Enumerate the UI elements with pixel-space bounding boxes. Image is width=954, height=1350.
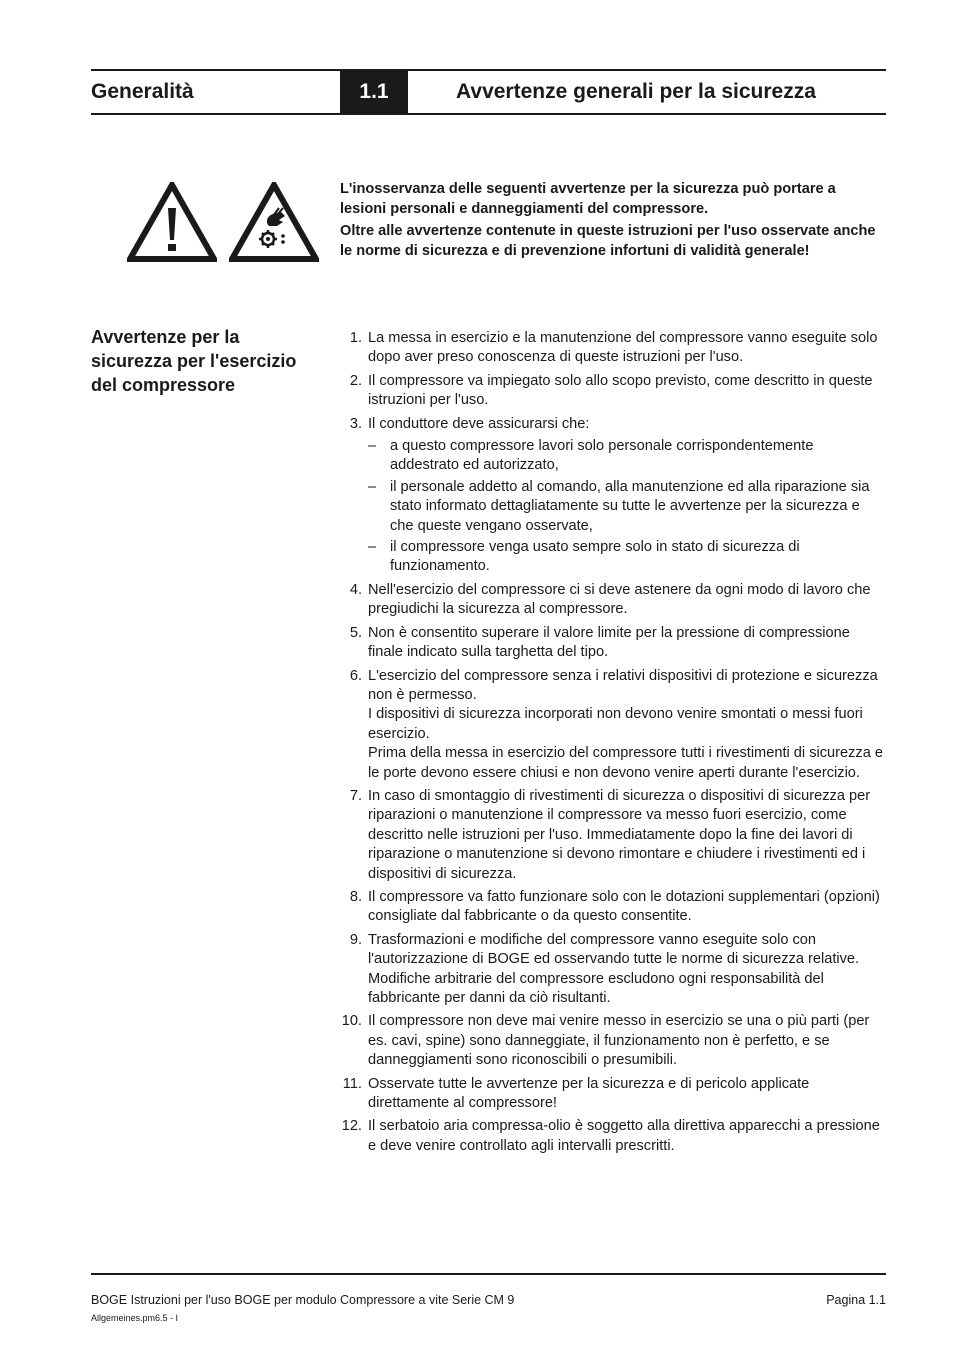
list-item bbox=[340, 415, 886, 577]
sub-list-item bbox=[368, 478, 886, 536]
item-number: 9. bbox=[349, 931, 362, 948]
footer-file-name: Allgemeines.pm6.5 - I bbox=[91, 1313, 179, 1323]
item-text: Il compressore non deve mai venire messo in esercizio se una o più parti (per es. cavi, spine) sono danneggiate, il funzionamento non è perfetto, e se danneggiamenti sono riconoscibili o presumibili. bbox=[368, 1013, 870, 1069]
item-text-line-3: Prima della messa in esercizio del compressore tutti i rivestimenti di sicurezza e le porte devono essere chiusi e non devono venire aperti durante l'esercizio. bbox=[368, 745, 884, 781]
dash-marker: – bbox=[368, 539, 377, 556]
item-number: 5. bbox=[349, 624, 362, 641]
warning-triangle-icon bbox=[127, 182, 217, 262]
item-number: 7. bbox=[349, 787, 362, 804]
item-text: Osservate tutte le avvertenze per la sicurezza e di pericolo applicate direttamente al compressore! bbox=[368, 1075, 810, 1112]
side-heading: Avvertenze per la sicurezza per l'esercizio del compressore bbox=[91, 327, 297, 395]
list-item bbox=[340, 1117, 886, 1156]
item-text: Nell'esercizio del compressore ci si deve astenere da ogni modo di lavoro che pregiudichi la sicurezza al compressore. bbox=[368, 581, 871, 618]
list-item bbox=[340, 372, 886, 411]
item-number: 11. bbox=[342, 1075, 362, 1092]
item-text: Il conduttore deve assicurarsi che: bbox=[368, 415, 590, 432]
list-item bbox=[340, 888, 886, 927]
item-number: 10. bbox=[341, 1013, 362, 1030]
footer-divider bbox=[91, 1273, 886, 1275]
dash-marker: – bbox=[368, 478, 377, 495]
item-text: Il compressore va impiegato solo allo scopo previsto, come descritto in queste istruzioni per l'uso. bbox=[368, 372, 873, 409]
safety-icons bbox=[127, 182, 319, 262]
item-text: In caso di smontaggio di rivestimenti di sicurezza o dispositivi di sicurezza per riparazioni o manutenzione il compressore va messo fuori esercizio, come descritto nelle istruzioni per l'uso. Immediatamente dopo la fine dei lavori di riparazione o manutenzione si devono rimontare e chiudere i rivestimenti ed i dispositivi di sicurezza. bbox=[368, 787, 871, 882]
list-item bbox=[340, 624, 886, 663]
sub-list bbox=[368, 437, 886, 577]
item-text: Trasformazioni e modifiche del compressore vanno eseguite solo con l'autorizzazione di BOGE ed osservando tutte le norme di sicurezza relative. bbox=[368, 931, 860, 968]
list-item bbox=[340, 667, 886, 783]
item-number: 4. bbox=[349, 581, 362, 598]
sub-list-item bbox=[368, 437, 886, 476]
sub-list-item bbox=[368, 538, 886, 577]
item-number: 2. bbox=[349, 372, 362, 389]
item-number: 1. bbox=[349, 330, 362, 346]
list-item bbox=[340, 329, 886, 368]
item-number: 8. bbox=[349, 888, 362, 905]
sub-item-text: il compressore venga usato sempre solo in stato di sicurezza di funzionamento. bbox=[390, 539, 800, 575]
item-text-line-2: I dispositivi di sicurezza incorporati non devono venire smontati o messi fuori esercizio. bbox=[368, 706, 863, 742]
footer-page-number: Pagina 1.1 bbox=[826, 1293, 886, 1307]
list-item bbox=[340, 1012, 886, 1070]
list-item bbox=[340, 931, 886, 1009]
item-text: L'esercizio del compressore senza i relativi dispositivi di protezione e sicurezza non è permesso. bbox=[368, 667, 878, 703]
sub-item-text: a questo compressore lavori solo personale corrispondentemente addestrato ed autorizzato, bbox=[390, 438, 814, 474]
dash-marker: – bbox=[368, 438, 377, 455]
section-number: 1.1 bbox=[340, 70, 408, 114]
item-text: La messa in esercizio e la manutenzione del compressore vanno eseguite solo dopo aver preso conoscenza di queste istruzioni per l'uso. bbox=[368, 330, 878, 366]
item-number: 3. bbox=[349, 415, 362, 432]
intro-paragraph-2: Oltre alle avvertenze contenute in queste istruzioni per l'uso osservate anche le norme di sicurezza e di prevenzione infortuni di validità generale! bbox=[340, 223, 876, 259]
item-text: Non è consentito superare il valore limite per la pressione di compressione finale indicato sulla targhetta del tipo. bbox=[368, 624, 850, 661]
intro-warning bbox=[340, 180, 886, 264]
item-text-line-2: Modifiche arbitrarie del compressore escludono ogni responsabilità del fabbricante per danni da ciò risultanti. bbox=[368, 970, 824, 1006]
item-text: Il compressore va fatto funzionare solo con le dotazioni supplementari (opzioni) consigliate dal fabbricante o da questo consentite. bbox=[368, 888, 880, 925]
hand-gear-hazard-icon bbox=[229, 182, 319, 262]
list-item bbox=[340, 787, 886, 884]
page-title: Avvertenze generali per la sicurezza bbox=[456, 80, 816, 103]
sub-item-text: il personale addetto al comando, alla manutenzione ed alla riparazione sia stato informato dettagliatamente su tutte le avvertenze per la sicurezza e che queste vengano osservate, bbox=[390, 478, 870, 534]
item-number: 12. bbox=[341, 1118, 362, 1135]
list-item bbox=[340, 581, 886, 620]
list-item bbox=[340, 1075, 886, 1114]
item-text: Il serbatoio aria compressa-olio è soggetto alla direttiva apparecchi a pressione e deve venire controllato agli intervalli prescritti. bbox=[368, 1118, 880, 1154]
footer-document-title: BOGE Istruzioni per l'uso BOGE per modulo Compressore a vite Serie CM 9 bbox=[91, 1293, 515, 1307]
intro-paragraph-1: L'inosservanza delle seguenti avvertenze per la sicurezza può portare a lesioni personali e danneggiamenti del compressore. bbox=[340, 181, 836, 217]
safety-list bbox=[340, 329, 886, 1160]
item-number: 6. bbox=[349, 667, 362, 684]
page-header bbox=[91, 69, 886, 115]
section-name: Generalità bbox=[91, 80, 194, 103]
